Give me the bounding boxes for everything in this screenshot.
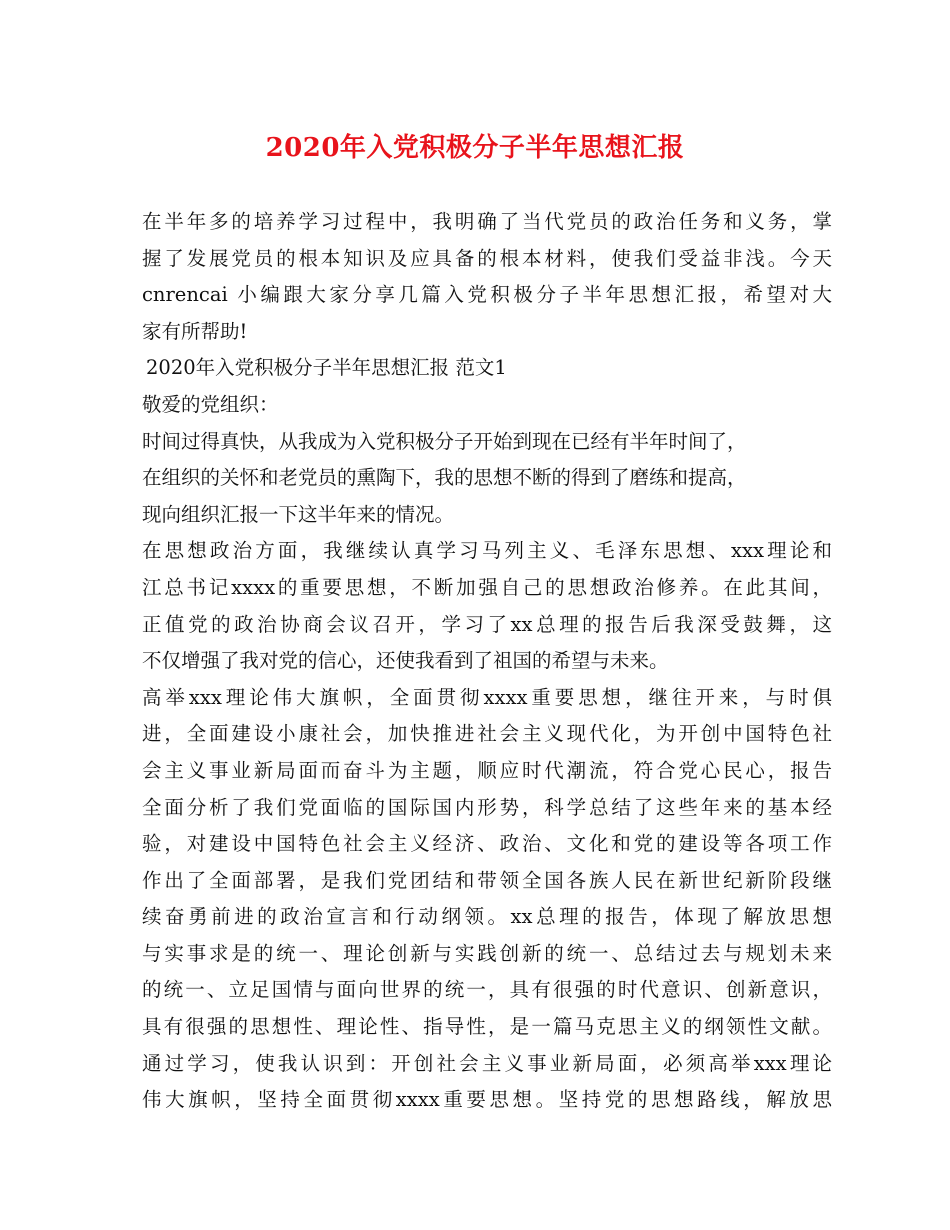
text-line: 与实事求是的统一、理论创新与实践创新的统一、总结过去与规划未来 (142, 941, 832, 965)
text-line: 验，对建设中国特色社会主义经济、政治、文化和党的建设等各项工作 (142, 832, 832, 856)
text-line: 具有很强的思想性、理论性、指导性，是一篇马克思主义的纲领性文献。 (142, 1015, 832, 1039)
text-line: 高举xxx理论伟大旗帜，全面贯彻xxxx重要思想，继往开来，与时俱 (142, 685, 832, 709)
text-line: 的统一、立足国情与面向世界的统一，具有很强的时代意识、创新意识， (142, 978, 832, 1002)
text-line: 进，全面建设小康社会，加快推进社会主义现代化，为开创中国特色社 (142, 722, 832, 746)
text-line: 家有所帮助! (142, 319, 248, 343)
section-heading: 2020年入党积极分子半年思想汇报 范文1 (146, 356, 507, 380)
document-body (142, 204, 832, 1119)
text-line: cnrencai 小编跟大家分享几篇入党积极分子半年思想汇报，希望对大 (142, 283, 832, 307)
salutation: 敬爱的党组织： (142, 392, 279, 416)
text-line: 伟大旗帜，坚持全面贯彻xxxx重要思想。坚持党的思想路线，解放思 (142, 1088, 832, 1112)
text-line: 握了发展党员的根本知识及应具备的根本材料，使我们受益非浅。今天 (142, 246, 832, 270)
text-line: 续奋勇前进的政治宣言和行动纲领。xx总理的报告，体现了解放思想 (142, 905, 832, 929)
text-line: 不仅增强了我对党的信心，还使我看到了祖国的希望与未来。 (142, 649, 669, 673)
text-line: 时间过得真快，从我成为入党积极分子开始到现在已经有半年时间了， (142, 429, 747, 453)
text-line: 会主义事业新局面而奋斗为主题，顺应时代潮流，符合党心民心，报告 (142, 758, 832, 782)
text-line: 全面分析了我们党面临的国际国内形势，科学总结了这些年来的基本经 (142, 795, 832, 819)
text-line: 在组织的关怀和老党员的熏陶下，我的思想不断的得到了磨练和提高， (142, 466, 747, 490)
text-line: 在思想政治方面，我继续认真学习马列主义、毛泽东思想、xxx理论和 (142, 539, 832, 563)
text-line: 正值党的政治协商会议召开，学习了xx总理的报告后我深受鼓舞，这 (142, 612, 832, 636)
document-title: 2020年入党积极分子半年思想汇报 (265, 133, 685, 163)
text-line: 通过学习，使我认识到：开创社会主义事业新局面，必须高举xxx理论 (142, 1051, 832, 1075)
text-line: 现向组织汇报一下这半年来的情况。 (142, 502, 455, 526)
text-line: 江总书记xxxx的重要思想，不断加强自己的思想政治修养。在此其间， (142, 575, 832, 599)
text-line: 在半年多的培养学习过程中，我明确了当代党员的政治任务和义务，掌 (142, 210, 832, 233)
text-line: 作出了全面部署，是我们党团结和带领全国各族人民在新世纪新阶段继 (142, 868, 832, 892)
